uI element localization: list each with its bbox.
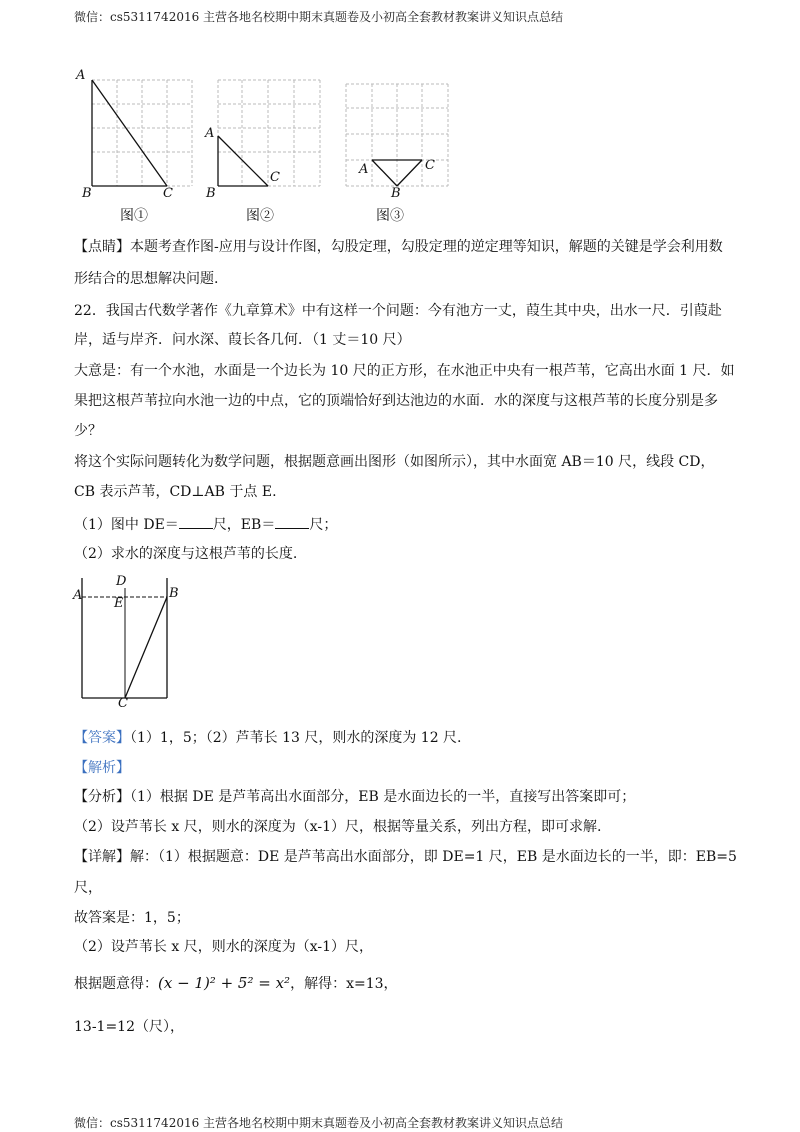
fig2-caption: 图② — [246, 208, 274, 224]
figure-2 — [218, 80, 320, 186]
equation: (x − 1)² + 5² = x² — [158, 974, 291, 992]
q22-line-4: 果把这根芦苇拉向水池一边的中点，它的顶端恰好到达池边的水面．水的深度与这根芦苇的长度分别是多 — [74, 393, 718, 409]
xiangjie-line-4: （2）设芦苇长 x 尺，则水的深度为（x-1）尺， — [74, 939, 373, 955]
diagram-label-c: C — [118, 696, 128, 711]
dianjing-tag: 【点睛】 — [74, 239, 130, 255]
fig3-caption: 图③ — [376, 208, 404, 224]
figure-1 — [92, 80, 192, 186]
fig3-label-a: A — [359, 162, 369, 177]
pool-diagram — [70, 574, 200, 710]
fenxi-tag: 【分析】 — [74, 789, 130, 805]
jiexi-tag: 【解析】 — [74, 760, 130, 776]
fig1-caption: 图① — [120, 208, 148, 224]
xiangjie-line-2: 尺， — [74, 880, 102, 896]
fig1-label-b: B — [82, 186, 92, 201]
q22-sub1-part-c: 尺； — [309, 517, 338, 533]
xiangjie-text-1: 解：（1）根据题意：DE 是芦苇高出水面部分，即 DE=1 尺，EB 是水面边长的一半，即：EB=5 — [130, 849, 737, 865]
fenxi-line-2: （2）设芦苇长 x 尺，则水的深度为（x-1）尺，根据等量关系，列出方程，即可求解. — [74, 819, 602, 835]
de-blank — [179, 514, 213, 529]
xiangjie-line-1 — [74, 847, 737, 867]
grid-figures — [70, 66, 470, 226]
fig2-label-c: C — [270, 170, 280, 185]
fig2-label-b: B — [206, 186, 216, 201]
dianjing-line-2: 形结合的思想解决问题. — [74, 271, 219, 287]
q22-sub-2: （2）求水的深度与这根芦苇的长度. — [74, 546, 298, 562]
xiangjie-line-5 — [74, 973, 398, 994]
fig2-label-a: A — [205, 126, 215, 141]
q22-line-3: 大意是：有一个水池，水面是一个边长为 10 尺的正方形，在水池正中央有一根芦苇，它高出水面 1 尺．如 — [74, 363, 735, 379]
xiangjie-tag: 【详解】 — [74, 849, 130, 865]
fenxi-line-1 — [74, 787, 635, 807]
diagram-label-e: E — [114, 596, 124, 611]
fenxi-text-1: （1）根据 DE 是芦苇高出水面部分，EB 是水面边长的一半，直接写出答案即可； — [130, 789, 636, 805]
fig3-label-b: B — [391, 186, 401, 201]
diagram-label-b: B — [169, 586, 179, 601]
eb-blank — [275, 514, 309, 529]
fig1-label-c: C — [163, 186, 173, 201]
diagram-label-d: D — [116, 574, 127, 589]
xiangjie-line-6: 13-1=12（尺）， — [74, 1019, 184, 1035]
xiangjie-line5-prefix: 根据题意得： — [74, 976, 158, 992]
fig1-label-a: A — [76, 68, 86, 83]
diagram-label-a: A — [73, 588, 83, 603]
xiangjie-line5-suffix: ，解得：x=13， — [290, 976, 398, 992]
q22-sub-1 — [74, 514, 337, 535]
q22-line-2: 岸，适与岸齐．问水深、葭长各几何．（1 丈＝10 尺） — [74, 332, 411, 348]
answer-line — [74, 728, 462, 748]
answer-text: （1）1，5；（2）芦苇长 13 尺，则水的深度为 12 尺. — [130, 730, 462, 746]
q22-line-6: 将这个实际问题转化为数学问题，根据题意画出图形（如图所示），其中水面宽 AB＝10 尺，线段 CD， — [74, 454, 715, 470]
q22-sub1-part-b: 尺，EB＝ — [212, 517, 276, 533]
answer-tag: 【答案】 — [74, 730, 130, 746]
q22-line-1: 22．我国古代数学著作《九章算术》中有这样一个问题：今有池方一丈，葭生其中央，出水一尺．引葭赴 — [74, 303, 722, 319]
fig3-label-c: C — [425, 158, 435, 173]
xiangjie-line-3: 故答案是：1，5； — [74, 910, 190, 926]
page-footer: 微信：cs5311742016 主营各地名校期中期末真题卷及小初高全套教材教案讲义知识点总结 — [74, 1116, 564, 1130]
page-header: 微信：cs5311742016 主营各地名校期中期末真题卷及小初高全套教材教案讲义知识点总结 — [74, 10, 564, 24]
q22-sub1-part-a: （1）图中 DE＝ — [74, 517, 179, 533]
q22-line-5: 少？ — [74, 423, 102, 439]
dianjing-line-1 — [74, 237, 723, 257]
q22-line-7: CB 表示芦苇，CD⊥AB 于点 E. — [74, 484, 277, 500]
dianjing-text-1: 本题考查作图-应用与设计作图，勾股定理，勾股定理的逆定理等知识，解题的关键是学会利用数 — [130, 239, 723, 255]
